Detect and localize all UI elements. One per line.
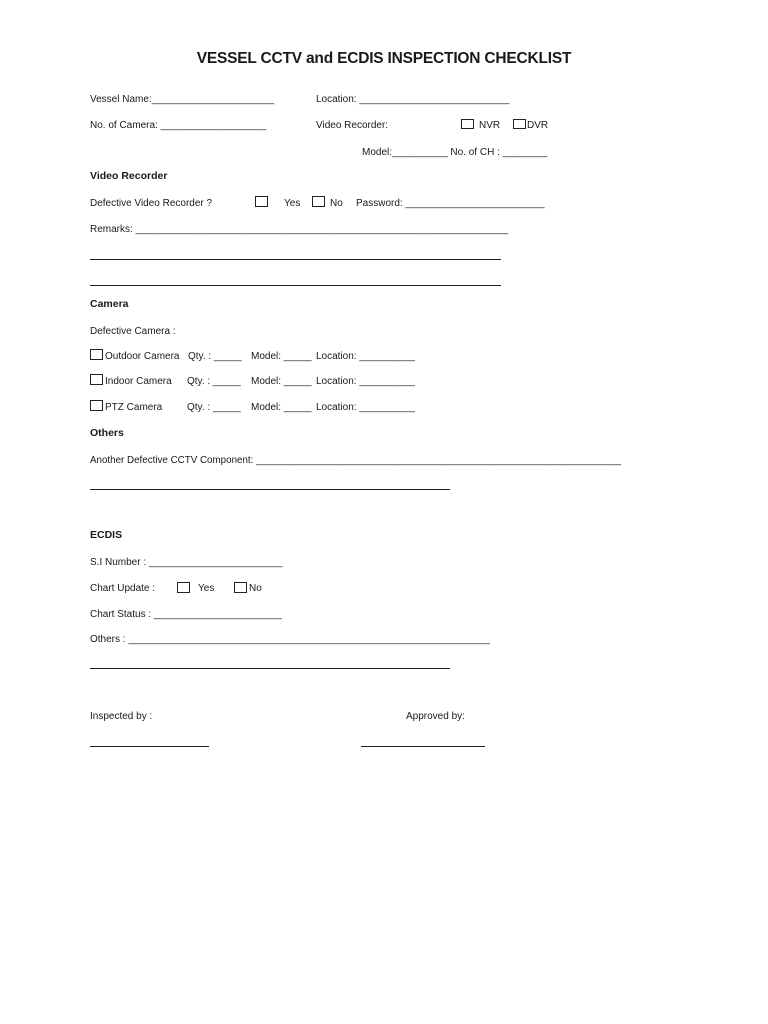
chart-status-field[interactable]: Chart Status : _______________________ [90,609,282,620]
video-recorder-yes-label: Yes [284,198,301,209]
model-channel-field[interactable]: Model:__________ No. of CH : ________ [362,147,548,158]
indoor-camera-label: Indoor Camera [105,376,172,387]
remarks-line-3[interactable] [90,285,501,286]
ecdis-others-field[interactable]: Others : _________________________________________________________________ [90,634,490,645]
video-recorder-heading: Video Recorder [90,170,168,182]
si-number-field[interactable]: S.I Number : ________________________ [90,557,283,568]
location-field[interactable]: Location: ___________________________ [316,94,510,105]
video-recorder-label: Video Recorder: [316,120,389,131]
chart-update-no-label: No [249,583,262,594]
defective-camera-label: Defective Camera : [90,326,176,337]
ptz-camera-model-field[interactable]: Model: _____ [251,402,312,413]
ptz-camera-label: PTZ Camera [105,402,163,413]
ptz-camera-qty-field[interactable]: Qty. : _____ [187,402,241,413]
another-defective-component-field[interactable]: Another Defective CCTV Component: ___________________________________________________________________ [90,455,622,466]
no-of-camera-field[interactable]: No. of Camera: ___________________ [90,120,267,131]
indoor-camera-qty-field[interactable]: Qty. : _____ [187,376,241,387]
dvr-checkbox[interactable] [513,119,526,129]
defective-video-recorder-label: Defective Video Recorder ? [90,198,213,209]
inspected-by-label: Inspected by : [90,711,153,722]
vessel-name-field[interactable]: Vessel Name:______________________ [90,94,275,105]
outdoor-camera-model-field[interactable]: Model: _____ [251,351,312,362]
outdoor-camera-checkbox[interactable] [90,349,103,360]
indoor-camera-model-field[interactable]: Model: _____ [251,376,312,387]
approved-by-signature-line[interactable] [361,746,485,747]
dvr-label: DVR [527,120,549,131]
video-recorder-yes-checkbox[interactable] [255,196,268,207]
others-line-2[interactable] [90,489,450,490]
inspected-by-signature-line[interactable] [90,746,209,747]
indoor-camera-location-field[interactable]: Location: __________ [316,376,415,387]
chart-update-yes-label: Yes [198,583,215,594]
remarks-line-2[interactable] [90,259,501,260]
form-title: VESSEL CCTV and ECDIS INSPECTION CHECKLIST [196,50,572,67]
nvr-checkbox[interactable] [461,119,474,129]
video-recorder-no-label: No [330,198,343,209]
approved-by-label: Approved by: [406,711,465,722]
remarks-field[interactable]: Remarks: ___________________________________________________________________ [90,224,509,235]
password-field[interactable]: Password: _________________________ [356,198,545,209]
outdoor-camera-label: Outdoor Camera [105,351,180,362]
ecdis-others-line-2[interactable] [90,668,450,669]
outdoor-camera-location-field[interactable]: Location: __________ [316,351,415,362]
indoor-camera-checkbox[interactable] [90,374,103,385]
camera-heading: Camera [90,298,129,310]
ptz-camera-location-field[interactable]: Location: __________ [316,402,415,413]
outdoor-camera-qty-field[interactable]: Qty. : _____ [188,351,242,362]
chart-update-yes-checkbox[interactable] [177,582,190,593]
ecdis-heading: ECDIS [90,529,123,541]
ptz-camera-checkbox[interactable] [90,400,103,411]
video-recorder-no-checkbox[interactable] [312,196,325,207]
chart-update-no-checkbox[interactable] [234,582,247,593]
nvr-label: NVR [479,120,501,131]
others-heading: Others [90,427,124,439]
chart-update-label: Chart Update : [90,583,156,594]
